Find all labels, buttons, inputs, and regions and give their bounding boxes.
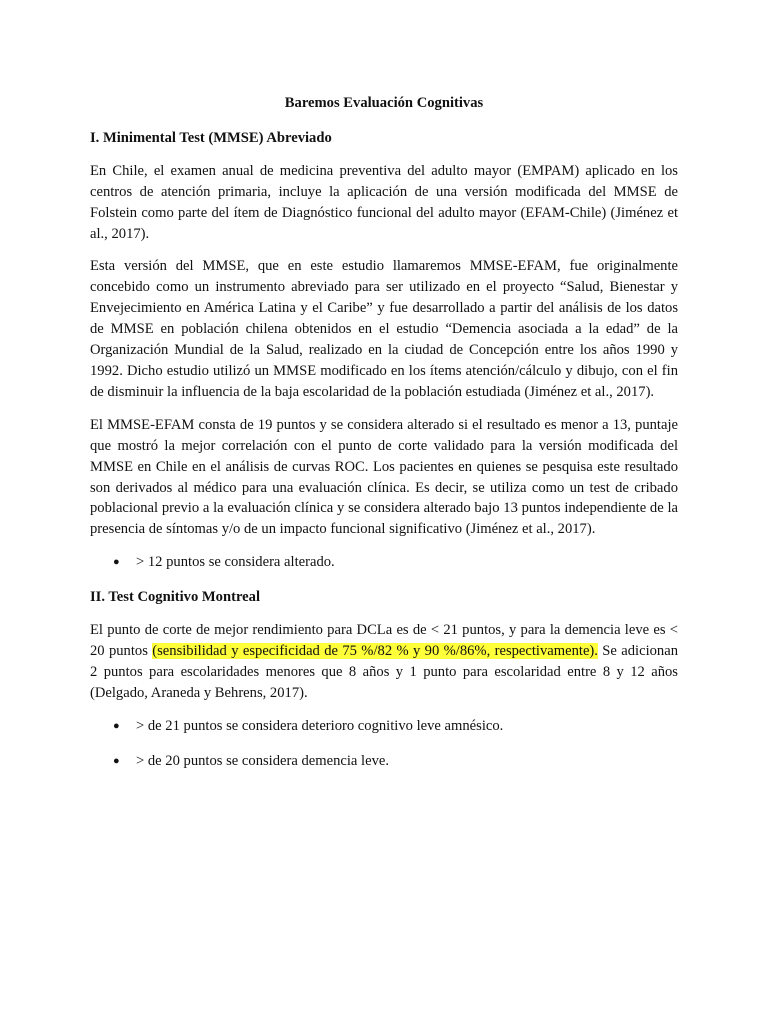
highlighted-text: (sensibilidad y especificidad de 75 %/82 % y 90 %/86%, respectivamente). [152,642,598,659]
bullet-list-moca [90,716,678,772]
bullet-icon: ● [113,556,120,569]
bullet-text: > de 20 puntos se considera demencia leve. [136,752,389,769]
paragraph-moca-cutoff [90,620,678,704]
bullet-text: > de 21 puntos se considera deterioro cognitivo leve amnésico. [136,717,504,734]
bullet-icon: ● [113,719,120,732]
paragraph-mmse-efam-scoring: El MMSE-EFAM consta de 19 puntos y se considera alterado si el resultado es menor a 13, puntaje que mostró la mejor correlación con el punto de corte validado para la versión modificada del MMSE en Chile en el análisis de curvas ROC. Los pacientes en quienes se pesquisa este resultado son derivados al médico para una evaluación clínica. Es decir, se utiliza como un test de cribado poblacional previo a la evaluación clínica y se considera alterado bajo 13 puntos independiente de la presencia de síntomas y/o de un impacto funcional significativo (Jiménez et al., 2017). [90,416,678,538]
paragraph-mmse-intro: En Chile, el examen anual de medicina preventiva del adulto mayor (EMPAM) aplicado en los centros de atención primaria, incluye la aplicación de una versión modificada del MMSE de Folstein como parte del ítem de Diagnóstico funcional del adulto mayor (EFAM-Chile) (Jiménez et al., 2017). [90,162,678,242]
list-item [90,552,678,573]
bullet-icon: ● [113,754,120,767]
bullet-text: > 12 puntos se considera alterado. [136,554,335,571]
paragraph-moca-after: Se adicionan 2 puntos para escolaridades menores que 8 años y 1 punto para escolaridad entre 8 y 12 años (Delgado, Araneda y Behrens, 2017). [90,642,678,701]
document-title: Baremos Evaluación Cognitivas [284,95,484,111]
list-item [90,751,678,772]
section-heading-moca: II. Test Cognitivo Montreal [90,589,261,606]
document-page [90,93,678,785]
list-item [90,716,678,737]
section-heading-mmse: I. Minimental Test (MMSE) Abreviado [90,129,332,146]
bullet-list-mmse [90,552,678,573]
paragraph-mmse-efam-origin: Esta versión del MMSE, que en este estudio llamaremos MMSE-EFAM, fue originalmente concebido como un instrumento abreviado para ser utilizado en el proyecto “Salud, Bienestar y Envejecimiento en América Latina y el Caribe” y fue desarrollado a partir del análisis de los datos de MMSE en población chilena obtenidos en el estudio “Demencia asociada a la edad” de la Organización Mundial de la Salud, realizado en la ciudad de Concepción entre los años 1990 y 1992. Dicho estudio utilizó un MMSE modificado en los ítems atención/cálculo y dibujo, con el fin de disminuir la influencia de la baja escolaridad de la población estudiada (Jiménez et al., 2017). [90,258,678,400]
paragraph-moca-before: El punto de corte de mejor rendimiento para DCLa es de < 21 puntos, y para la demencia leve es < 20 puntos [90,622,678,659]
